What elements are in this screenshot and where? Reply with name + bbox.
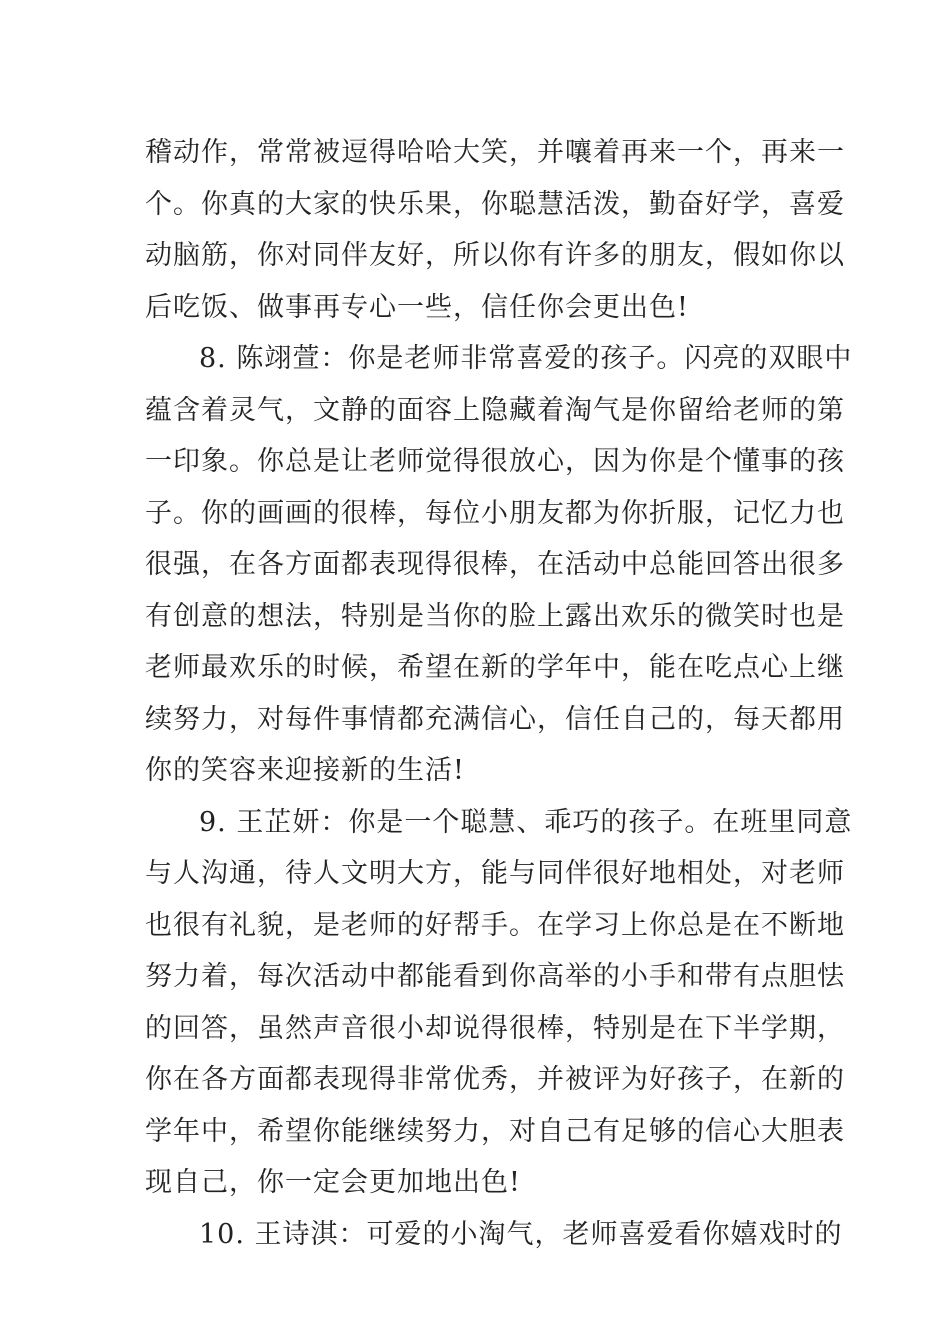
text-line: 有创意的想法，特别是当你的脸上露出欢乐的微笑时也是 [145,600,845,632]
text-line: 的回答，虽然声音很小却说得很棒，特别是在下半学期， [145,1012,845,1044]
paragraph-first-line: 10. 王诗淇：可爱的小淘气，老师喜爱看你嬉戏时的 [199,1218,843,1250]
text-line: 子。你的画画的很棒，每位小朋友都为你折服，记忆力也 [145,497,845,529]
text-line: 与人沟通，待人文明大方，能与同伴很好地相处，对老师 [145,858,845,889]
text-line: 现自己，你一定会更加地出色! [145,1167,521,1198]
text-line: 学年中，希望你能继续努力，对自己有足够的信心大胆表 [145,1115,845,1147]
text-line: 动脑筋，你对同伴友好，所以你有许多的朋友，假如你以 [145,240,845,271]
text-line: 你的笑容来迎接新的生活! [145,755,465,786]
text-line: 蕴含着灵气，文静的面容上隐藏着淘气是你留给老师的第 [145,394,845,426]
text-line: 稽动作，常常被逗得哈哈大笑，并嚷着再来一个，再来一 [145,137,845,168]
text-line: 个。你真的大家的快乐果，你聪慧活泼，勤奋好学，喜爱 [145,188,845,220]
paragraph-first-line: 8. 陈翊萱：你是老师非常喜爱的孩子。闪亮的双眼中 [199,343,853,374]
text-line: 很强，在各方面都表现得很棒，在活动中总能回答出很多 [145,549,845,580]
text-line: 续努力，对每件事情都充满信心，信任自己的，每天都用 [145,703,845,735]
document-body [145,127,853,1260]
text-line: 老师最欢乐的时候，希望在新的学年中，能在吃点心上继 [145,652,845,683]
text-line: 后吃饭、做事再专心一些，信任你会更出色! [145,291,689,323]
text-line: 努力着，每次活动中都能看到你高举的小手和带有点胆怯 [145,961,845,992]
text-line: 也很有礼貌，是老师的好帮手。在学习上你总是在不断地 [145,909,845,941]
text-line: 你在各方面都表现得非常优秀，并被评为好孩子，在新的 [145,1064,845,1095]
text-line: 一印象。你总是让老师觉得很放心，因为你是个懂事的孩 [145,446,845,477]
paragraph-first-line: 9. 王芷妍：你是一个聪慧、乖巧的孩子。在班里同意 [199,806,853,838]
